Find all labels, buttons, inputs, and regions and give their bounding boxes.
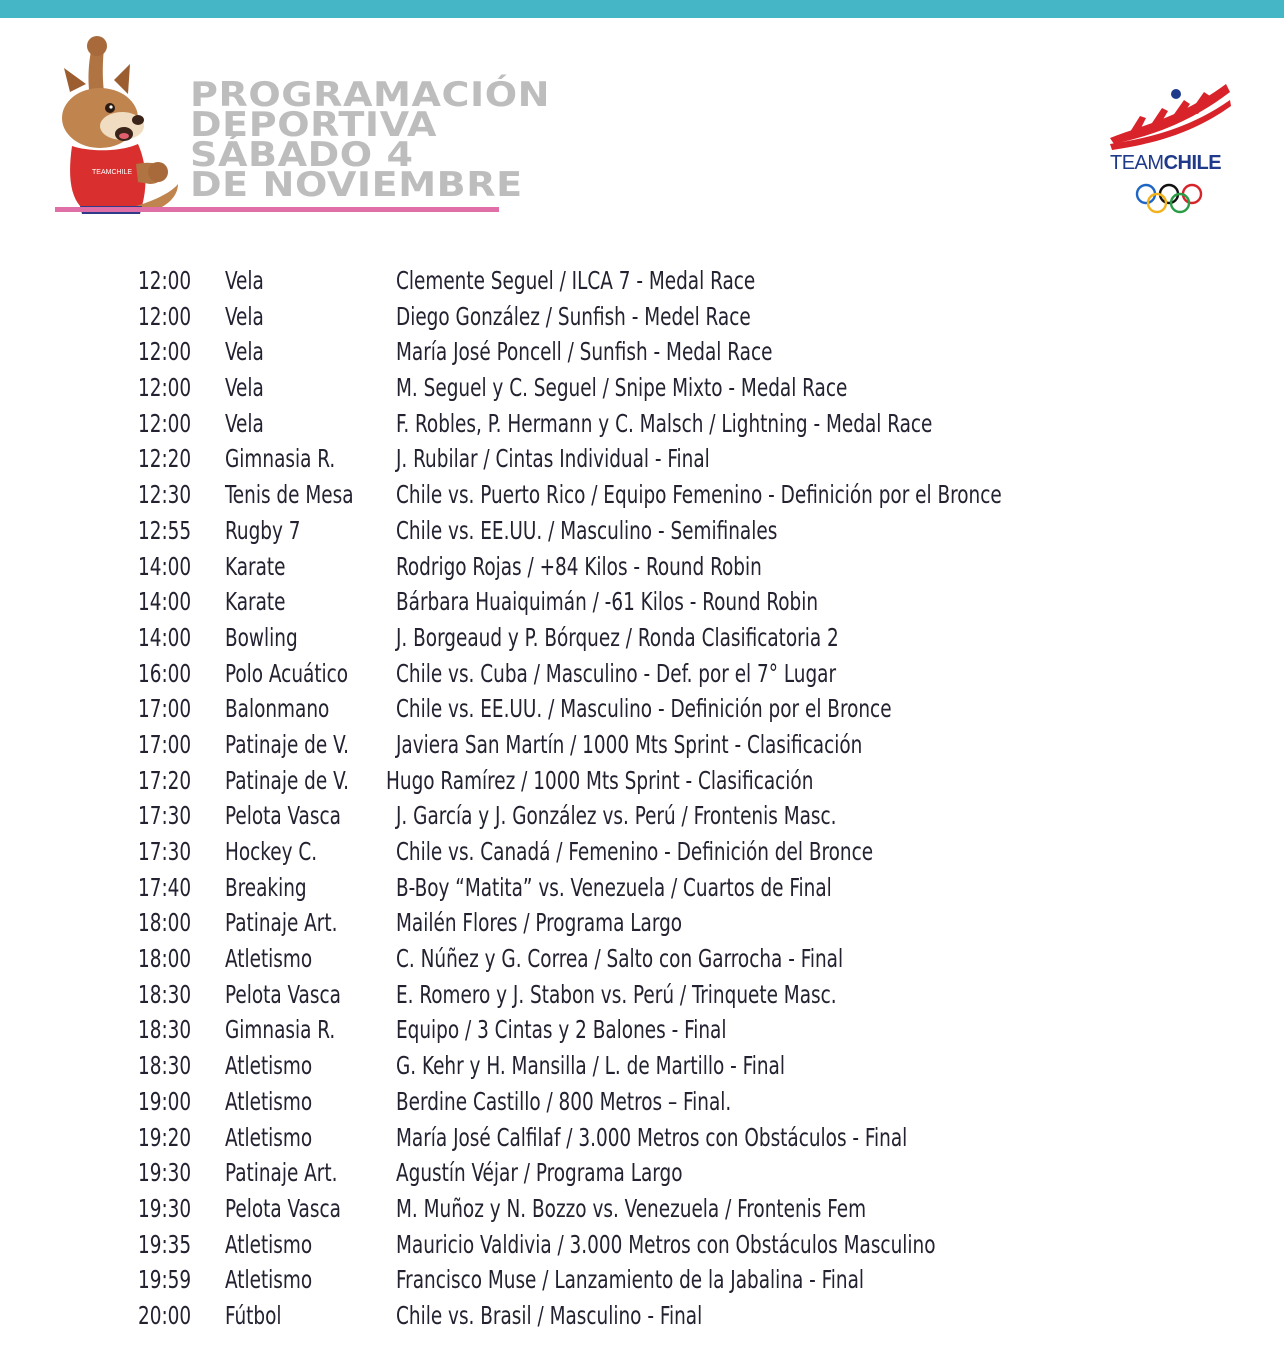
schedule-sport: Vela: [225, 266, 264, 295]
schedule-sport: Gimnasia R.: [225, 1015, 336, 1045]
top-accent-bar: [0, 0, 1284, 18]
schedule-time: 20:00: [138, 1300, 192, 1330]
title-line-2: DEPORTIVA: [190, 105, 438, 145]
olympic-rings-icon: [1134, 182, 1204, 216]
schedule-time: 19:30: [138, 1158, 192, 1188]
schedule-event: F. Robles, P. Hermann y C. Malsch / Lightning - Medal Race: [396, 408, 933, 438]
schedule-event: Equipo / 3 Cintas y 2 Balones - Final: [396, 1015, 727, 1045]
schedule-time: 17:00: [138, 729, 192, 759]
schedule-sport: Balonmano: [225, 694, 330, 724]
schedule-sport: Breaking: [225, 872, 307, 902]
schedule-event: C. Núñez y G. Correa / Salto con Garrocha - Final: [396, 944, 844, 974]
schedule-event: María José Calfilaf / 3.000 Metros con Obstáculos - Final: [396, 1122, 908, 1152]
schedule-event: Francisco Muse / Lanzamiento de la Jabalina - Final: [396, 1265, 865, 1295]
schedule-sport: Patinaje Art.: [225, 1158, 338, 1188]
schedule-time: 18:30: [138, 1051, 192, 1081]
schedule-time: 14:00: [138, 551, 192, 581]
title-underline: [55, 207, 499, 212]
schedule-sport: Pelota Vasca: [225, 979, 341, 1009]
schedule-time: 17:00: [138, 694, 192, 724]
schedule-row: [0, 1226, 1284, 1262]
schedule-row: [0, 904, 1284, 940]
schedule-sport: Atletismo: [225, 1265, 313, 1295]
schedule-event: J. Rubilar / Cintas Individual - Final: [396, 444, 710, 474]
schedule-event: G. Kehr y H. Mansilla / L. de Martillo - Final: [396, 1051, 785, 1081]
schedule-event: Agustín Véjar / Programa Largo: [396, 1158, 683, 1188]
schedule-row: [0, 940, 1284, 976]
schedule-event: Chile vs. Canadá / Femenino - Definición del Bronce: [396, 837, 874, 866]
schedule-event: B-Boy “Matita” vs. Venezuela / Cuartos de Final: [396, 872, 832, 902]
schedule-event: Diego González / Sunfish - Medel Race: [396, 301, 751, 331]
schedule-row: [0, 762, 1284, 798]
schedule-event: Mauricio Valdivia / 3.000 Metros con Obstáculos Masculino: [396, 1229, 936, 1259]
logo-text-team: TEAM: [1110, 152, 1164, 174]
schedule-sport: Gimnasia R.: [225, 444, 336, 474]
schedule-row: [0, 298, 1284, 334]
schedule-time: 12:00: [138, 301, 192, 331]
schedule-row: [0, 1261, 1284, 1297]
schedule-event: Chile vs. EE.UU. / Masculino - Semifinales: [396, 515, 778, 545]
schedule-sport: Karate: [225, 587, 286, 617]
schedule-row: [0, 583, 1284, 619]
schedule-sport: Atletismo: [225, 1229, 313, 1259]
schedule-event: Clemente Seguel / ILCA 7 - Medal Race: [396, 266, 756, 295]
schedule-sport: Patinaje Art.: [225, 908, 338, 938]
schedule-row: [0, 690, 1284, 726]
schedule-row: [0, 369, 1284, 405]
schedule-event: M. Muñoz y N. Bozzo vs. Venezuela / Frontenis Fem: [396, 1193, 867, 1223]
schedule-event: Mailén Flores / Programa Largo: [396, 908, 683, 938]
schedule-sport: Bowling: [225, 622, 298, 652]
title-line-3: SÁBADO 4: [190, 135, 414, 175]
team-chile-emblem-icon: [1100, 78, 1240, 152]
schedule-time: 19:20: [138, 1122, 192, 1152]
schedule-row: [0, 1047, 1284, 1083]
schedule-event: J. García y J. González vs. Perú / Frontenis Masc.: [396, 801, 837, 831]
schedule-time: 16:00: [138, 658, 192, 688]
schedule-time: 12:00: [138, 337, 192, 367]
schedule-sport: Pelota Vasca: [225, 1193, 341, 1223]
schedule-row: [0, 1190, 1284, 1226]
schedule-row: [0, 726, 1284, 762]
schedule-event: Chile vs. Brasil / Masculino - Final: [396, 1300, 703, 1330]
mascot-fox-illustration: [50, 34, 185, 214]
schedule-sport: Atletismo: [225, 944, 313, 974]
schedule-event: J. Borgeaud y P. Bórquez / Ronda Clasificatoria 2: [396, 622, 839, 652]
schedule-row: [0, 976, 1284, 1012]
schedule-row: [0, 476, 1284, 512]
title-block: [190, 75, 551, 205]
schedule-event: Hugo Ramírez / 1000 Mts Sprint - Clasificación: [386, 765, 814, 795]
schedule-time: 19:30: [138, 1193, 192, 1223]
schedule-sport: Polo Acuático: [225, 658, 349, 688]
schedule-time: 14:00: [138, 622, 192, 652]
schedule-time: 18:30: [138, 1015, 192, 1045]
schedule-row: [0, 1297, 1284, 1333]
schedule-time: 18:30: [138, 979, 192, 1009]
schedule-time: 12:00: [138, 408, 192, 438]
schedule-event: Bárbara Huaiquimán / -61 Kilos - Round Robin: [396, 587, 819, 617]
schedule-time: 17:20: [138, 765, 192, 795]
schedule-time: 12:00: [138, 266, 192, 295]
schedule-sport: Rugby 7: [225, 515, 301, 545]
schedule-event: María José Poncell / Sunfish - Medal Race: [396, 337, 773, 367]
schedule-row: [0, 405, 1284, 441]
schedule-time: 14:00: [138, 587, 192, 617]
schedule-row: [0, 262, 1284, 298]
schedule-sport: Vela: [225, 301, 264, 331]
schedule-event: Javiera San Martín / 1000 Mts Sprint - Clasificación: [396, 729, 863, 759]
schedule-time: 12:30: [138, 480, 192, 510]
schedule-sport: Patinaje de V.: [225, 729, 349, 759]
title-line-4: DE NOVIEMBRE: [190, 165, 523, 205]
schedule-event: M. Seguel y C. Seguel / Snipe Mixto - Medal Race: [396, 373, 848, 403]
schedule-sport: Hockey C.: [225, 837, 318, 866]
schedule-row: [0, 440, 1284, 476]
title-line-1: PROGRAMACIÓN: [190, 75, 551, 115]
schedule-row: [0, 833, 1284, 869]
team-chile-logo: [1100, 78, 1240, 218]
schedule-sport: Fútbol: [225, 1300, 282, 1330]
schedule-sport: Tenis de Mesa: [225, 480, 354, 510]
schedule-row: [0, 655, 1284, 691]
schedule-sport: Vela: [225, 373, 264, 403]
schedule-event: Chile vs. Cuba / Masculino - Def. por el 7° Lugar: [396, 658, 837, 688]
schedule-time: 19:59: [138, 1265, 192, 1295]
schedule-row: [0, 333, 1284, 369]
schedule-time: 18:00: [138, 908, 192, 938]
schedule-sport: Pelota Vasca: [225, 801, 341, 831]
schedule-sport: Atletismo: [225, 1122, 313, 1152]
schedule-sport: Atletismo: [225, 1086, 313, 1116]
schedule-time: 12:20: [138, 444, 192, 474]
schedule-event: Chile vs. EE.UU. / Masculino - Definición por el Bronce: [396, 694, 892, 724]
schedule-row: [0, 1119, 1284, 1155]
schedule-time: 19:00: [138, 1086, 192, 1116]
schedule-time: 17:30: [138, 837, 192, 866]
schedule-sport: Karate: [225, 551, 286, 581]
schedule-row: [0, 1011, 1284, 1047]
schedule-time: 17:40: [138, 872, 192, 902]
schedule-time: 19:35: [138, 1229, 192, 1259]
schedule-list: [0, 262, 1284, 1333]
schedule-row: [0, 1154, 1284, 1190]
schedule-time: 18:00: [138, 944, 192, 974]
schedule-time: 12:00: [138, 373, 192, 403]
team-chile-logo-text: [1110, 152, 1221, 175]
schedule-sport: Vela: [225, 337, 264, 367]
mascot-shirt-text: TEAMCHILE: [92, 169, 133, 176]
schedule-row: [0, 797, 1284, 833]
schedule-row: [0, 512, 1284, 548]
schedule-row: [0, 869, 1284, 905]
logo-text-chile: CHILE: [1163, 152, 1222, 174]
schedule-event: Berdine Castillo / 800 Metros – Final.: [396, 1086, 732, 1116]
schedule-row: [0, 619, 1284, 655]
schedule-sport: Atletismo: [225, 1051, 313, 1081]
schedule-sport: Vela: [225, 408, 264, 438]
schedule-row: [0, 548, 1284, 584]
schedule-event: E. Romero y J. Stabon vs. Perú / Trinquete Masc.: [396, 979, 837, 1009]
schedule-event: Chile vs. Puerto Rico / Equipo Femenino - Definición por el Bronce: [396, 480, 1002, 510]
schedule-event: Rodrigo Rojas / +84 Kilos - Round Robin: [396, 551, 762, 581]
schedule-time: 12:55: [138, 515, 192, 545]
schedule-time: 17:30: [138, 801, 192, 831]
schedule-row: [0, 1083, 1284, 1119]
schedule-sport: Patinaje de V.: [225, 765, 349, 795]
